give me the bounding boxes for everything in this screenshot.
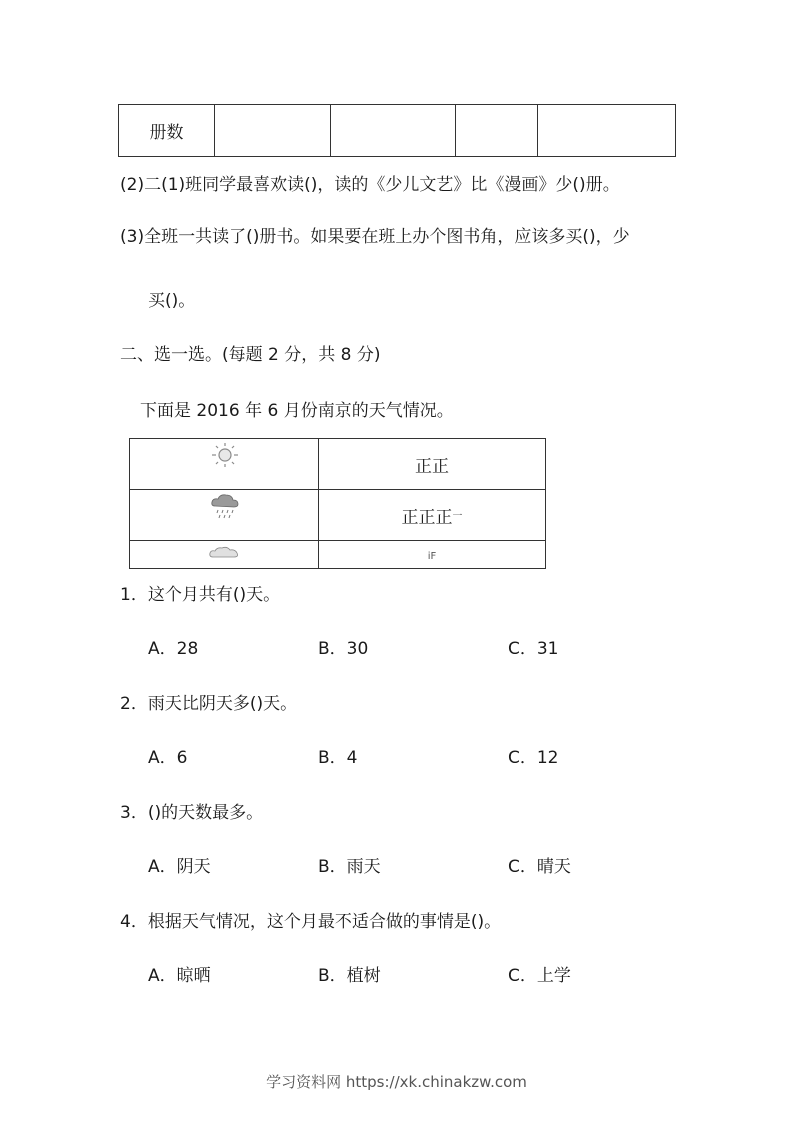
table-cell: [456, 105, 538, 157]
tally-cell: [319, 490, 546, 540]
footer-watermark: 学习资料网 https://xk.chinakzw.com: [266, 1073, 527, 1091]
question-2-stem: 2．雨天比阴天多()天。: [120, 694, 298, 714]
weather-icon-cell: [130, 540, 319, 568]
question-3-option-b[interactable]: B．雨天: [318, 857, 381, 877]
tally-mark-partial: 一: [452, 510, 463, 522]
rain-cloud-icon: [208, 491, 242, 521]
sun-icon: [208, 441, 242, 471]
question-1-option-c[interactable]: C．31: [508, 639, 559, 659]
weather-icon-cell: [130, 490, 319, 540]
tally-cell: [319, 439, 546, 490]
question-3-text-line2: 买()。: [148, 291, 196, 311]
table-cell: [538, 105, 676, 157]
question-1-option-b[interactable]: B．30: [318, 639, 369, 659]
weather-table: [129, 438, 546, 569]
reading-count-table: [118, 104, 676, 157]
tally-marks: 正正正: [401, 507, 453, 528]
question-1-stem: 1．这个月共有()天。: [120, 585, 281, 605]
tally-mark-partial: iF: [427, 551, 437, 563]
question-3-text-line1: (3)全班一共读了()册书。如果要在班上办个图书角，应该多买()，少: [120, 227, 630, 247]
question-4-option-c[interactable]: C．上学: [508, 966, 571, 986]
question-2-text: (2)二(1)班同学最喜欢读()，读的《少儿文艺》比《漫画》少()册。: [120, 175, 620, 195]
question-3-stem: 3．()的天数最多。: [120, 803, 264, 823]
table-cell: [215, 105, 331, 157]
question-3-option-a[interactable]: A．阴天: [148, 857, 211, 877]
tally-marks: 正正: [415, 456, 449, 477]
section-2-title: 二、选一选。(每题 2 分，共 8 分): [120, 345, 381, 365]
question-4-stem: 4．根据天气情况，这个月最不适合做的事情是()。: [120, 912, 502, 932]
question-3-option-c[interactable]: C．晴天: [508, 857, 571, 877]
cloud-icon: [207, 543, 241, 561]
question-2-option-b[interactable]: B．4: [318, 748, 358, 768]
weather-intro: 下面是 2016 年 6 月份南京的天气情况。: [140, 401, 454, 421]
tally-cell: [319, 540, 546, 568]
row-label-cell: 册数: [119, 105, 215, 157]
table-cell: [331, 105, 456, 157]
question-4-option-a[interactable]: A．晾晒: [148, 966, 211, 986]
question-2-option-a[interactable]: A．6: [148, 748, 188, 768]
question-4-option-b[interactable]: B．植树: [318, 966, 381, 986]
question-1-option-a[interactable]: A．28: [148, 639, 199, 659]
weather-icon-cell: [130, 439, 319, 490]
question-2-option-c[interactable]: C．12: [508, 748, 559, 768]
